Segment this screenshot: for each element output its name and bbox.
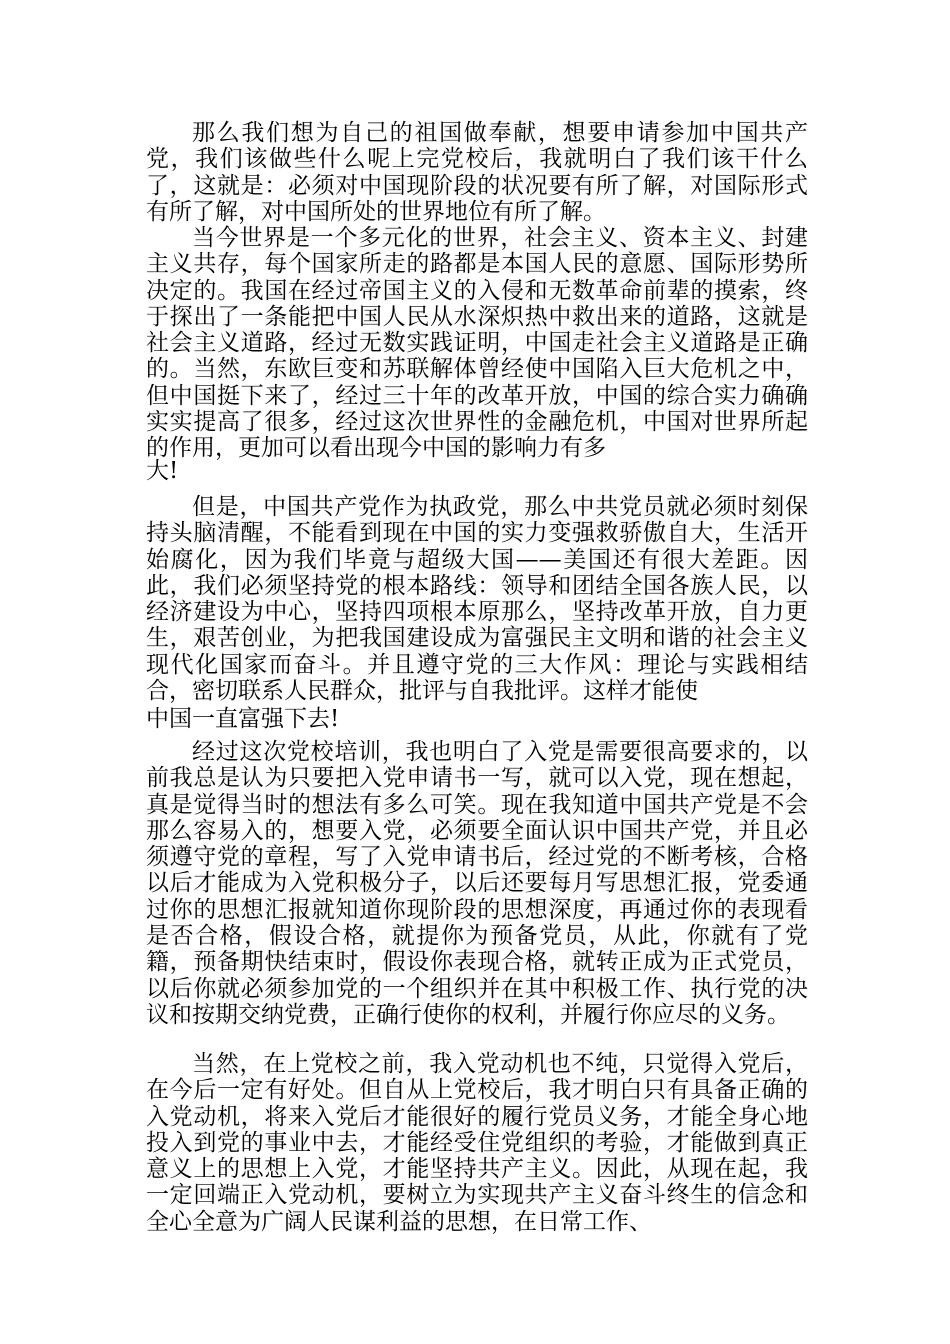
paragraph-4: 经过这次党校培训，我也明白了入党是需要很高要求的，以前我总是认为只要把入党申请书一写，就可以入党，现在想起，真是觉得当时的想法有多么可笑。现在我知道中国共产党是不会那么容易入的，想要入党，必须要全面认识中国共产党，并且必须遵守党的章程，写了入党申请书后，经过党的不断考核，合格以后才能成为入党积极分子，以后还要每月写思想汇报，党委通过你的思想汇报就知道你现阶段的思想深度，再通过你的表现看是否合格，假设合格，就提你为预备党员，从此，你就有了党籍，预备期快结束时，假设你表现合格，就转正成为正式党员，以后你就必须参加党的一个组织并在其中积极工作、执行党的决议和按期交纳党费，正确行使你的权利，并履行你应尽的义务。	[146, 739, 808, 1028]
paragraph-2-ending: 大!	[146, 458, 179, 484]
paragraph-1: 那么我们想为自己的祖国做奉献，想要申请参加中国共产党，我们该做些什么呢上完党校后，我就明白了我们该干什么了，这就是：必须对中国现阶段的状况要有所了解，对国际形式有所了解，对中国所处的世界地位有所了解。	[146, 120, 808, 225]
paragraph-5: 当然，在上党校之前，我入党动机也不纯，只觉得入党后，在今后一定有好处。但自从上党校后，我才明白只有具备正确的入党动机，将来入党后才能很好的履行党员义务，才能全身心地投入到党的事业中去，才能经受住党组织的考验，才能做到真正意义上的思想上入党，才能坚持共产主义。因此，从现在起，我一定回端正入党动机，要树立为实现共产主义奋斗终生的信念和全心全意为广阔人民谋利益的思想，在日常工作、	[146, 1051, 808, 1235]
paragraph-3: 但是，中国共产党作为执政党，那么中共党员就必须时刻保持头脑清醒，不能看到现在中国的实力变强救骄傲自大，生活开始腐化，因为我们毕竟与超级大国——美国还有很大差距。因此，我们必须坚持党的根本路线：领导和团结全国各族人民，以经济建设为中心，坚持四项根本原那么，坚持改革开放，自力更生，艰苦创业，为把我国建设成为富强民主文明和谐的社会主义现代化国家而奋斗。并且遵守党的三大作风：理论与实践相结合，密切联系人民群众，批评与自我批评。这样才能使	[146, 494, 808, 705]
paragraph-3-ending: 中国一直富强下去!	[146, 706, 340, 732]
paragraph-2: 当今世界是一个多元化的世界，社会主义、资本主义、封建主义共存，每个国家所走的路都是本国人民的意愿、国际形势所决定的。我国在经过帝国主义的入侵和无数革命前辈的摸索，终于探出了一条能把中国人民从水深炽热中救出来的道路，这就是社会主义道路，经过无数实践证明，中国走社会主义道路是正确的。当然，东欧巨变和苏联解体曾经使中国陷入巨大危机之中，但中国挺下来了，经过三十年的改革开放，中国的综合实力确确实实提高了很多，经过这次世界性的金融危机，中国对世界所起的作用，更加可以看出现今中国的影响力有多	[146, 225, 808, 462]
